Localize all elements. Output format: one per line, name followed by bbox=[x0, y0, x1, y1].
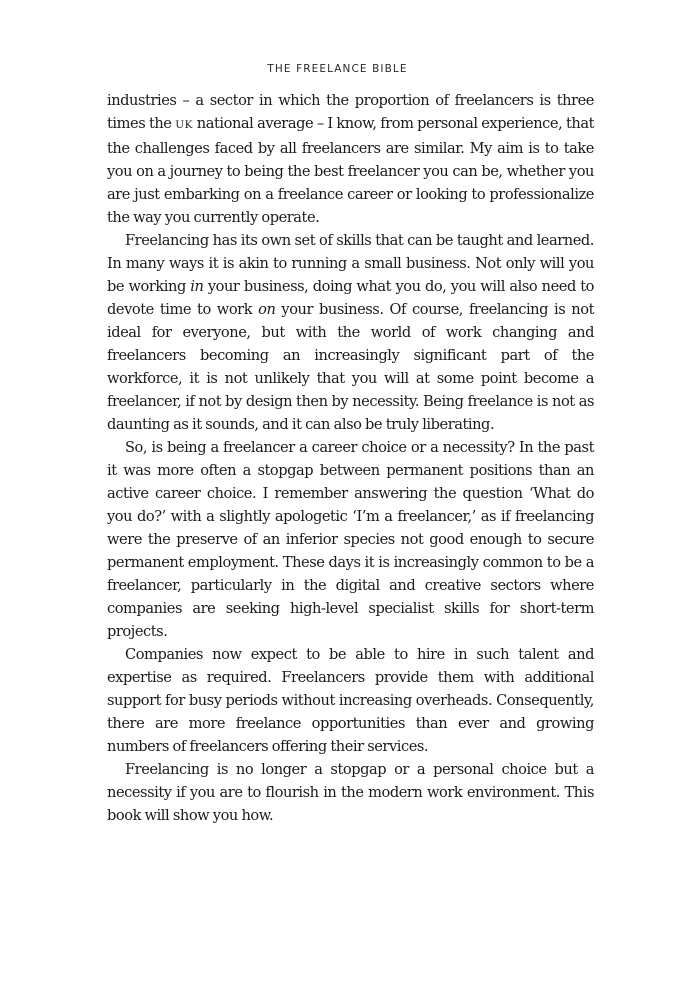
paragraph-3: So, is being a freelancer a career choice or a necessity? In the past it was more often a stopgap between permanent positions than an active career choice. I remember answering the question ‘What do you do?’ with a slightly apologetic ‘I’m a freelancer,’ as if freelancing were the preserve of an inferior species not good enough to secure permanent employment. These days it is increasingly common to be a freelancer, particularly in the digital and creative sectors where companies are seeking high-level specialist skills for short-term projects. bbox=[107, 439, 594, 640]
uk-abbreviation: UK bbox=[175, 119, 194, 131]
running-head-title: THE FREELANCE BIBLE bbox=[267, 63, 408, 75]
paragraph-2-part-c: your business. Of course, freelancing is not ideal for everyone, but with the world of work changing and freelancers becoming an increasingly significant part of the workforce, it is not unlikely that you will at some point become a freelancer, if not by design then by necessity. Being freelance is not as daunting as it sounds, and it can also be truly liberating. bbox=[107, 301, 595, 433]
paragraph-1-part-a: industries – a sector in which the proportion of freelancers is three times the bbox=[107, 92, 594, 132]
paragraph-2-part-a: Freelancing has its own set of skills that can be taught and learned. In many ways it is akin to running a small business. Not only will you be working bbox=[107, 232, 594, 295]
paragraph-2-part-b: your business, doing what you do, you will also need to devote time to work bbox=[107, 278, 594, 318]
paragraph-1 bbox=[107, 89, 594, 229]
body-text bbox=[107, 89, 594, 827]
paragraph-5: Freelancing is no longer a stopgap or a personal choice but a necessity if you are to flourish in the modern work environment. This book will show you how. bbox=[107, 761, 594, 824]
paragraph-4: Companies now expect to be able to hire in such talent and expertise as required. Freelancers provide them with additional support for busy periods without increasing overheads. Consequently, there are more freelance opportunities than ever and growing numbers of freelancers offering their services. bbox=[107, 646, 594, 755]
paragraph-1-part-b: national average – I know, from personal experience, that the challenges faced by all freelancers are similar. My aim is to take you on a journey to being the best freelancer you can be, whether you are just embarking on a freelance career or looking to professionalize the way you currently operate. bbox=[107, 115, 594, 226]
emphasis-in: in bbox=[190, 278, 204, 295]
paragraph-2 bbox=[107, 229, 594, 436]
emphasis-on: on bbox=[258, 301, 276, 318]
